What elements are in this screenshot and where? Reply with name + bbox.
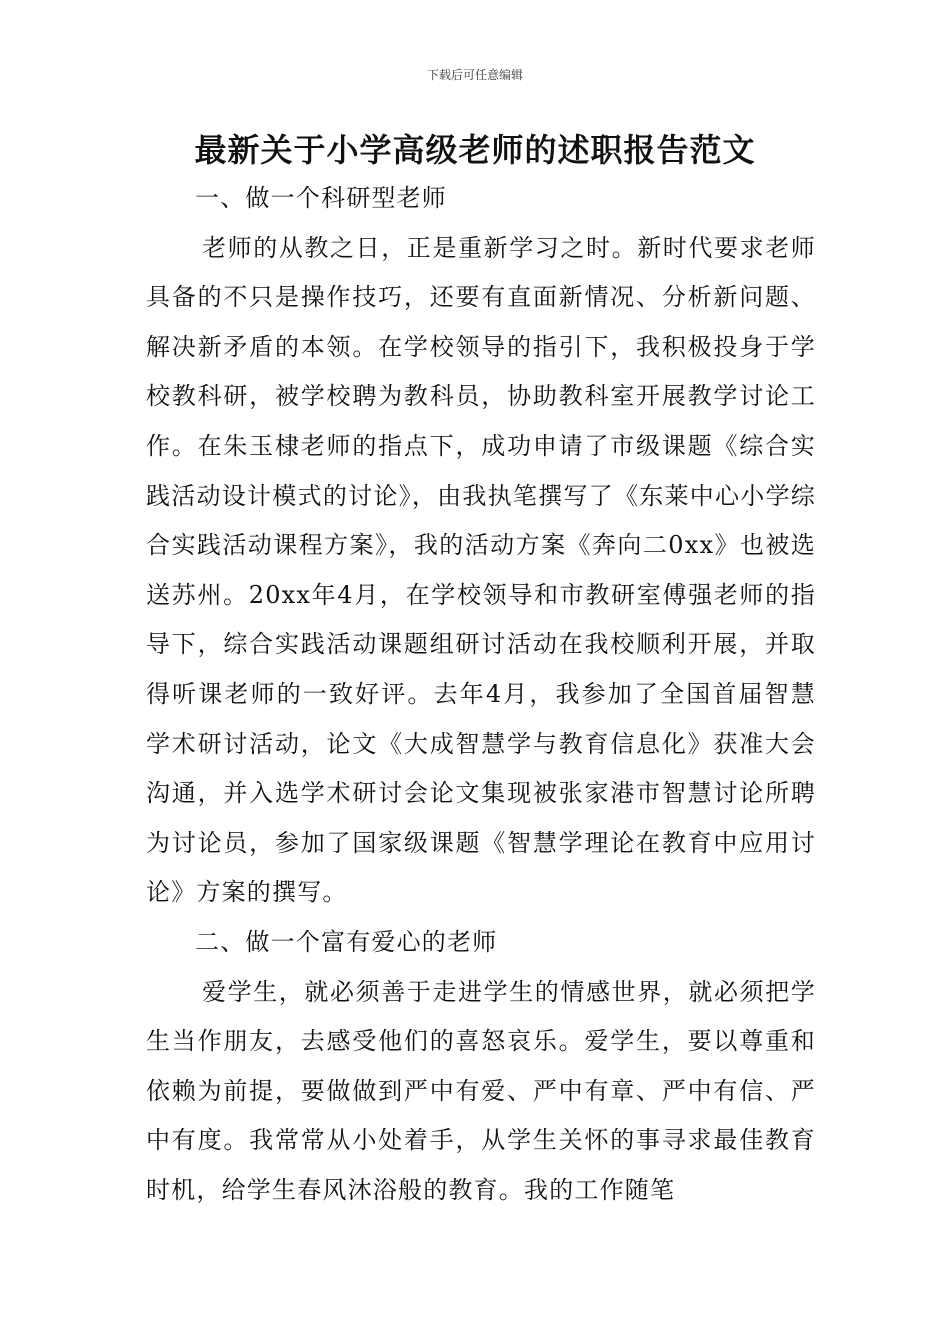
document-title: 最新关于小学高级老师的述职报告范文 [194, 131, 756, 169]
section-paragraph-1: 老师的从教之日，正是重新学习之时。新时代要求老师具备的不只是操作技巧，还要有直面新情况、分析新问题、解决新矛盾的本领。在学校领导的指引下，我积极投身于学校教科研，被学校聘为教科员，协助教科室开展教学讨论工作。在朱玉棣老师的指点下，成功申请了市级课题《综合实践活动设计模式的讨论》，由我执笔撰写了《东莱中心小学综合实践活动课程方案》，我的活动方案《奔向二0xx》也被选送苏州。20xx年4月，在学校领导和市教研室傅强老师的指导下，综合实践活动课题组研讨活动在我校顺利开展，并取得听课老师的一致好评。去年4月，我参加了全国首届智慧学术研讨活动，论文《大成智慧学与教育信息化》获准大会沟通，并入选学术研讨会论文集现被张家港市智慧讨论所聘为讨论员，参加了国家级课题《智慧学理论在教育中应用讨论》方案的撰写。 [146, 233, 816, 907]
header-note: 下载后可任意编辑 [426, 68, 523, 82]
section-paragraph-2: 爱学生，就必须善于走进学生的情感世界，就必须把学生当作朋友，去感受他们的喜怒哀乐。爱学生，要以尊重和依赖为前提，要做做到严中有爱、严中有章、严中有信、严中有度。我常常从小处着手，从学生关怀的事寻求最佳教育时机，给学生春风沐浴般的教育。我的工作随笔 [146, 977, 816, 1204]
section-heading-2: 二、做一个富有爱心的老师 [195, 927, 498, 956]
section-heading-1: 一、做一个科研型老师 [195, 184, 447, 212]
document-body [146, 174, 816, 1215]
